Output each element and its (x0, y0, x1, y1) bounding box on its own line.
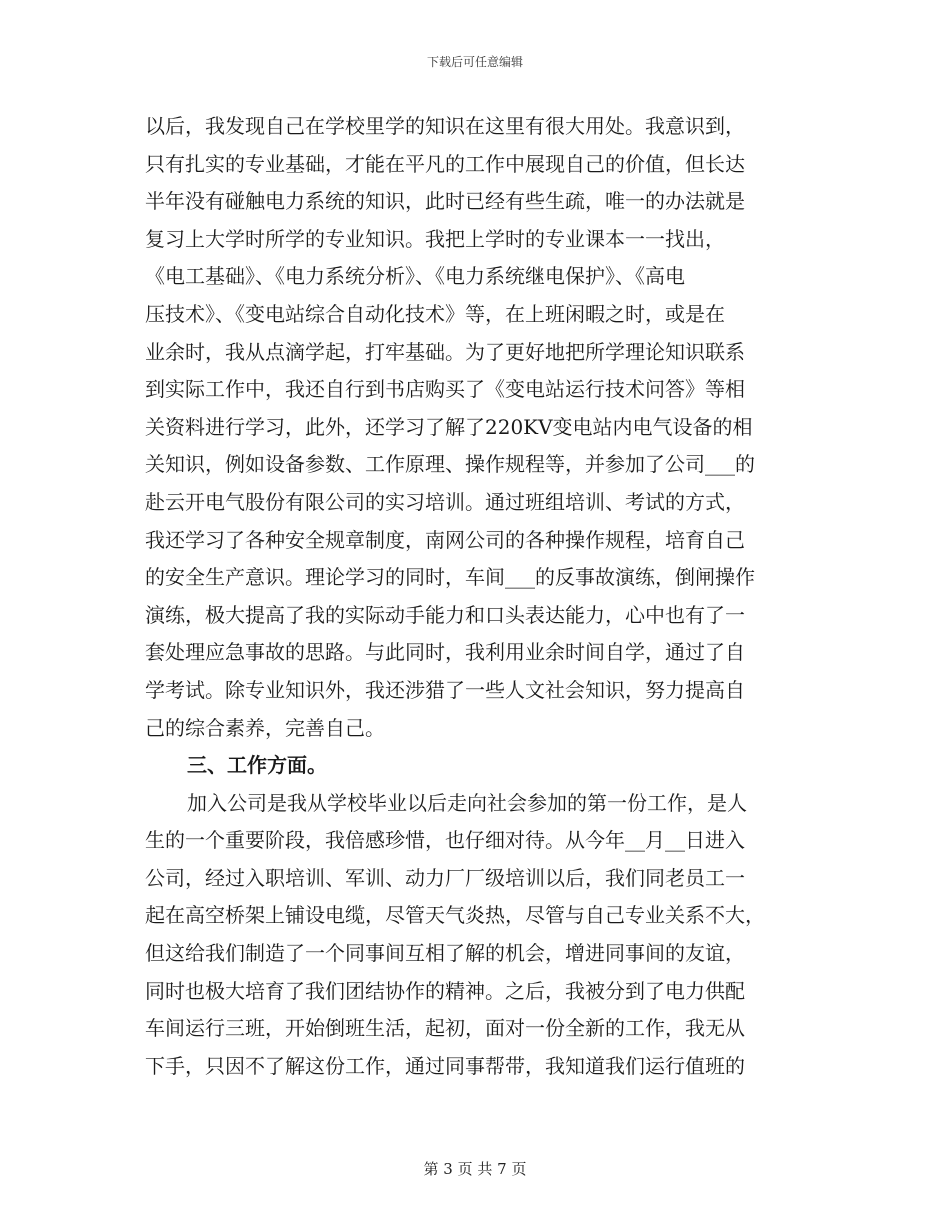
document-body (145, 108, 805, 1085)
section-line: 但这给我们制造了一个同事间互相了解的机会，增进同事间的友谊， (145, 941, 745, 966)
body-line: 我还学习了各种安全规章制度，南网公司的各种操作规程，培育自己 (145, 527, 745, 552)
body-line: 赴云开电气股份有限公司的实习培训。通过班组培训、考试的方式， (145, 489, 745, 514)
body-line: 复习上大学时所学的专业知识。我把上学时的专业课本一一找出， (145, 226, 725, 251)
body-line: 关资料进行学习，此外，还学习了解了220KV变电站内电气设备的相 (145, 414, 753, 439)
section-line: 同时也极大培育了我们团结协作的精神。之后，我被分到了电力供配 (145, 978, 745, 1003)
body-line: 《电工基础》、《电力系统分析》、《电力系统继电保护》、《高电 (145, 264, 685, 289)
section-line: 起在高空桥架上铺设电缆，尽管天气炎热，尽管与自己专业关系不大， (145, 903, 765, 928)
page-footer: 第 3 页 共 7 页 (423, 1160, 527, 1178)
body-line: 压技术》、《变电站综合自动化技术》等，在上班闲暇之时，或是在 (145, 301, 725, 326)
body-line: 己的综合素养，完善自己。 (145, 715, 385, 740)
body-line: 演练，极大提高了我的实际动手能力和口头表达能力，心中也有了一 (145, 602, 745, 627)
body-line: 学考试。除专业知识外，我还涉猎了一些人文社会知识，努力提高自 (145, 677, 745, 702)
body-line: 以后，我发现自己在学校里学的知识在这里有很大用处。我意识到， (145, 114, 745, 138)
body-line: 半年没有碰触电力系统的知识，此时已经有些生疏，唯一的办法就是 (145, 189, 745, 214)
body-line: 到实际工作中，我还自行到书店购买了《变电站运行技术问答》等相 (145, 377, 745, 402)
page-header: 下载后可任意编辑 (426, 55, 523, 69)
section-line: 车间运行三班，开始倒班生活，起初，面对一份全新的工作，我无从 (145, 1016, 745, 1041)
body-line: 只有扎实的专业基础，才能在平凡的工作中展现自己的价值，但长达 (145, 151, 745, 176)
body-line: 的安全生产意识。理论学习的同时，车间___的反事故演练，倒闸操作 (145, 565, 755, 590)
section-line: 公司，经过入职培训、军训、动力厂厂级培训以后，我们同老员工一 (145, 865, 745, 890)
body-line: 套处理应急事故的思路。与此同时，我利用业余时间自学，通过了自 (145, 640, 745, 665)
section-line: 生的一个重要阶段，我倍感珍惜，也仔细对待。从今年__月__日进入 (145, 828, 745, 853)
body-line: 业余时，我从点滴学起，打牢基础。为了更好地把所学理论知识联系 (145, 339, 745, 364)
body-line: 关知识，例如设备参数、工作原理、操作规程等，并参加了公司___的 (145, 452, 755, 477)
section-line: 加入公司是我从学校毕业以后走向社会参加的第一份工作，是人 (187, 790, 747, 815)
section-heading: 三、工作方面。 (187, 753, 327, 778)
section-line: 下手，只因不了解这份工作，通过同事帮带，我知道我们运行值班的 (145, 1053, 745, 1078)
